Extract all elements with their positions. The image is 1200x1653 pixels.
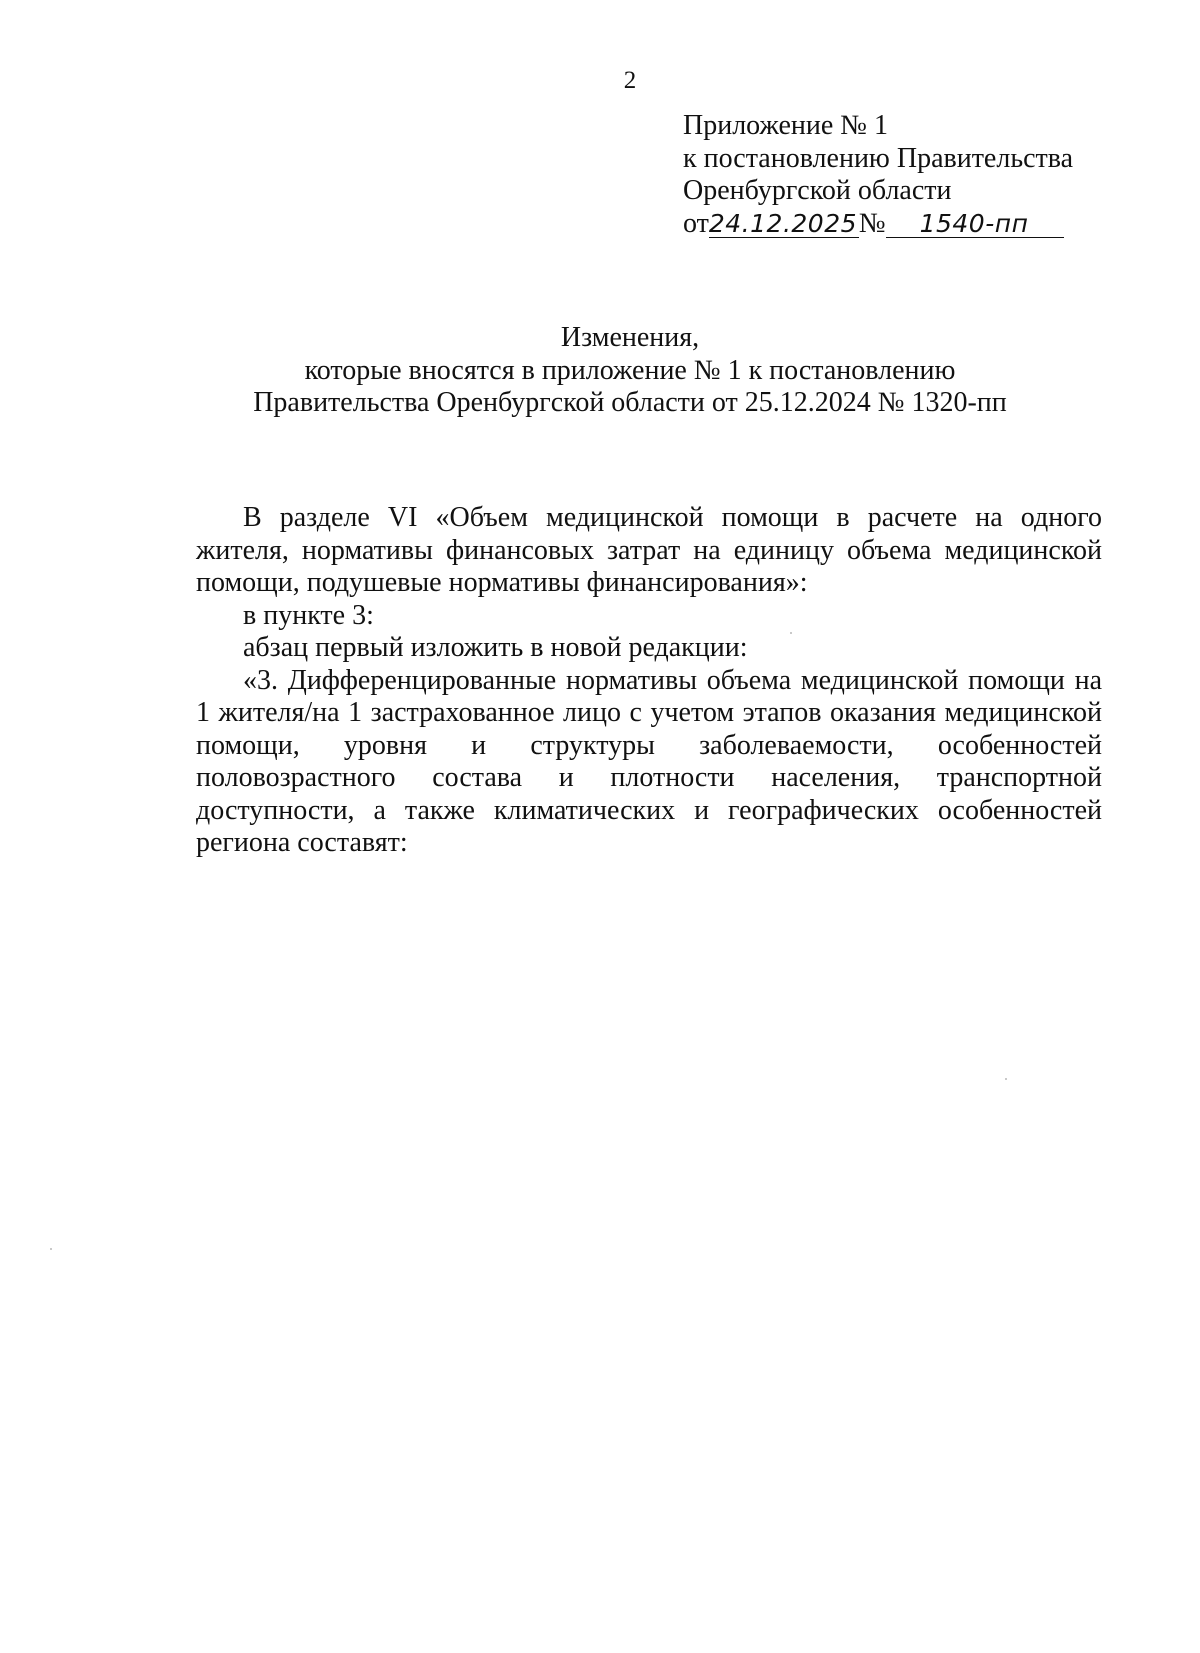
number-sign: № [858, 207, 886, 239]
appendix-region: Оренбургской области [683, 175, 952, 206]
appendix-date-number [683, 208, 1073, 241]
from-prefix: от [683, 207, 709, 239]
scan-speck [1005, 1078, 1007, 1080]
appendix-title: Приложение № 1 [683, 110, 888, 141]
title-line-2: которые вносятся в приложение № 1 к постановлению [304, 354, 956, 386]
body-paragraph-2: в пункте 3: [243, 599, 374, 631]
document-body [196, 502, 1102, 860]
appendix-reference: к постановлению Правительства [683, 142, 1074, 174]
appendix-header [683, 110, 1073, 240]
title-line-1: Изменения, [560, 322, 700, 353]
scan-speck [50, 1248, 52, 1250]
document-title [0, 322, 1200, 420]
scan-speck [790, 632, 792, 634]
body-paragraph-4: «3. Дифференцированные нормативы объема медицинской помощи на 1 жителя/на 1 застрахованное лицо с учетом этапов оказания медицинской помощи, уровня и структуры заболеваемости, особенностей половозрастного состава и плотности населения, транспортной доступности, а также климатических и географических особенностей региона составят: [196, 664, 1102, 858]
body-paragraph-3: абзац первый изложить в новой редакции: [243, 632, 748, 663]
handwritten-number: 1540-пп [886, 211, 1064, 238]
page-number: 2 [623, 67, 637, 94]
body-paragraph-1: В разделе VI «Объем медицинской помощи в расчете на одного жителя, нормативы финансовых затрат на единицу объема медицинской помощи, подушевые нормативы финансирования»: [196, 502, 1102, 598]
handwritten-date: 24.12.2025 [708, 208, 858, 238]
title-line-3: Правительства Оренбургской области от 25.12.2024 № 1320-пп [253, 387, 1007, 418]
